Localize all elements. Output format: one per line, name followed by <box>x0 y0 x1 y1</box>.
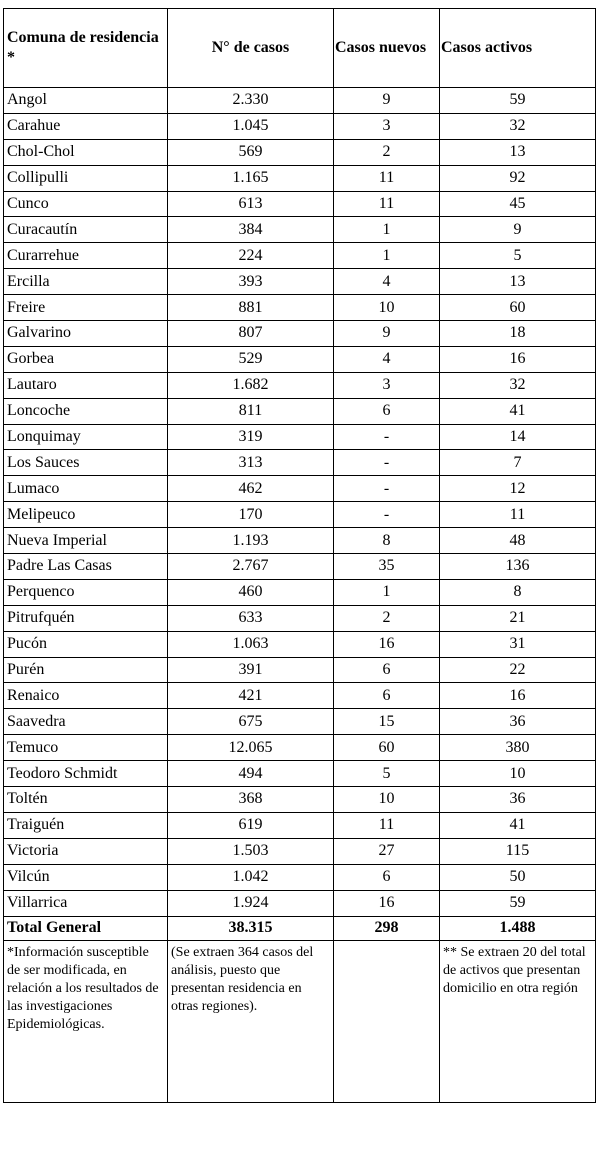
cell-new-cases: 6 <box>334 864 440 890</box>
table-row <box>4 372 596 398</box>
cell-active-cases: 50 <box>440 864 596 890</box>
cell-new-cases: 60 <box>334 735 440 761</box>
cell-commune: Gorbea <box>4 346 168 372</box>
cell-active-cases: 16 <box>440 683 596 709</box>
cell-new-cases: 3 <box>334 372 440 398</box>
note-new-cases <box>334 940 440 1102</box>
cell-new-cases: 35 <box>334 554 440 580</box>
total-new-cases: 298 <box>334 916 440 940</box>
cell-cases: 675 <box>168 709 334 735</box>
cell-active-cases: 32 <box>440 372 596 398</box>
table-row <box>4 657 596 683</box>
cell-new-cases: 5 <box>334 761 440 787</box>
table-row <box>4 113 596 139</box>
table-row <box>4 191 596 217</box>
cell-new-cases: 10 <box>334 787 440 813</box>
total-cases: 38.315 <box>168 916 334 940</box>
cell-active-cases: 7 <box>440 450 596 476</box>
cell-cases: 2.767 <box>168 554 334 580</box>
cell-cases: 384 <box>168 217 334 243</box>
table-row <box>4 761 596 787</box>
cell-commune: Cunco <box>4 191 168 217</box>
table-row <box>4 346 596 372</box>
table-row <box>4 502 596 528</box>
table-row <box>4 476 596 502</box>
cell-commune: Nueva Imperial <box>4 528 168 554</box>
cell-active-cases: 13 <box>440 269 596 295</box>
cell-cases: 12.065 <box>168 735 334 761</box>
cases-table <box>3 8 596 1103</box>
cell-cases: 1.503 <box>168 838 334 864</box>
cell-cases: 319 <box>168 424 334 450</box>
header-commune: Comuna de residencia * <box>4 9 168 88</box>
header-row <box>4 9 596 88</box>
cell-new-cases: 8 <box>334 528 440 554</box>
cell-new-cases: 3 <box>334 113 440 139</box>
cell-commune: Lumaco <box>4 476 168 502</box>
cell-active-cases: 13 <box>440 139 596 165</box>
cell-active-cases: 5 <box>440 243 596 269</box>
total-label: Total General <box>4 916 168 940</box>
table-row <box>4 88 596 114</box>
cell-active-cases: 11 <box>440 502 596 528</box>
total-row <box>4 916 596 940</box>
cell-active-cases: 31 <box>440 631 596 657</box>
cell-new-cases: 27 <box>334 838 440 864</box>
cell-cases: 1.682 <box>168 372 334 398</box>
cell-new-cases: 4 <box>334 346 440 372</box>
table-row <box>4 321 596 347</box>
cell-commune: Renaico <box>4 683 168 709</box>
total-active-cases: 1.488 <box>440 916 596 940</box>
cell-active-cases: 36 <box>440 709 596 735</box>
cell-new-cases: 6 <box>334 657 440 683</box>
table-row <box>4 424 596 450</box>
cell-new-cases: 11 <box>334 165 440 191</box>
cell-cases: 1.924 <box>168 890 334 916</box>
table-row <box>4 631 596 657</box>
cell-active-cases: 115 <box>440 838 596 864</box>
cell-active-cases: 59 <box>440 890 596 916</box>
cell-commune: Freire <box>4 295 168 321</box>
cell-active-cases: 8 <box>440 579 596 605</box>
cell-cases: 313 <box>168 450 334 476</box>
cell-new-cases: 16 <box>334 890 440 916</box>
cell-commune: Galvarino <box>4 321 168 347</box>
cell-new-cases: 10 <box>334 295 440 321</box>
cell-cases: 881 <box>168 295 334 321</box>
table-row <box>4 295 596 321</box>
cell-new-cases: 4 <box>334 269 440 295</box>
table-body <box>4 88 596 917</box>
header-cases: N° de casos <box>168 9 334 88</box>
cell-cases: 391 <box>168 657 334 683</box>
table-row <box>4 579 596 605</box>
table-row <box>4 683 596 709</box>
cell-commune: Vilcún <box>4 864 168 890</box>
note-cases: (Se extraen 364 casos del análisis, puesto que presentan residencia en otras regiones). <box>168 940 334 1102</box>
table-row <box>4 139 596 165</box>
table-row <box>4 735 596 761</box>
cell-new-cases: 6 <box>334 398 440 424</box>
cell-commune: Loncoche <box>4 398 168 424</box>
cell-commune: Teodoro Schmidt <box>4 761 168 787</box>
note-commune: *Información susceptible de ser modificada, en relación a los resultados de las investigaciones Epidemiológicas. <box>4 940 168 1102</box>
cell-cases: 807 <box>168 321 334 347</box>
table-row <box>4 787 596 813</box>
cell-commune: Ercilla <box>4 269 168 295</box>
cell-commune: Lonquimay <box>4 424 168 450</box>
table-row <box>4 269 596 295</box>
cell-commune: Purén <box>4 657 168 683</box>
cell-cases: 811 <box>168 398 334 424</box>
cell-new-cases: - <box>334 476 440 502</box>
cell-active-cases: 48 <box>440 528 596 554</box>
cell-new-cases: 2 <box>334 139 440 165</box>
cell-active-cases: 59 <box>440 88 596 114</box>
cell-active-cases: 41 <box>440 398 596 424</box>
cell-commune: Curacautín <box>4 217 168 243</box>
cell-commune: Toltén <box>4 787 168 813</box>
cell-new-cases: 15 <box>334 709 440 735</box>
cell-new-cases: 9 <box>334 88 440 114</box>
cell-cases: 569 <box>168 139 334 165</box>
table-row <box>4 450 596 476</box>
cell-active-cases: 32 <box>440 113 596 139</box>
table-row <box>4 605 596 631</box>
cell-cases: 460 <box>168 579 334 605</box>
cell-cases: 1.063 <box>168 631 334 657</box>
cell-cases: 1.193 <box>168 528 334 554</box>
cell-commune: Collipulli <box>4 165 168 191</box>
cell-cases: 2.330 <box>168 88 334 114</box>
table-row <box>4 864 596 890</box>
cell-new-cases: 1 <box>334 243 440 269</box>
cell-commune: Temuco <box>4 735 168 761</box>
table-row <box>4 709 596 735</box>
notes-row <box>4 940 596 1102</box>
cell-cases: 462 <box>168 476 334 502</box>
cell-commune: Saavedra <box>4 709 168 735</box>
cell-cases: 1.045 <box>168 113 334 139</box>
cell-active-cases: 10 <box>440 761 596 787</box>
cell-active-cases: 22 <box>440 657 596 683</box>
cell-active-cases: 36 <box>440 787 596 813</box>
cell-commune: Carahue <box>4 113 168 139</box>
table-row <box>4 217 596 243</box>
cell-commune: Traiguén <box>4 812 168 838</box>
cell-new-cases: 11 <box>334 191 440 217</box>
cell-new-cases: 6 <box>334 683 440 709</box>
cell-cases: 633 <box>168 605 334 631</box>
cell-commune: Chol-Chol <box>4 139 168 165</box>
cell-commune: Villarrica <box>4 890 168 916</box>
table-row <box>4 890 596 916</box>
cell-commune: Pitrufquén <box>4 605 168 631</box>
cell-active-cases: 14 <box>440 424 596 450</box>
cell-cases: 1.165 <box>168 165 334 191</box>
cell-new-cases: - <box>334 424 440 450</box>
cell-commune: Angol <box>4 88 168 114</box>
cell-cases: 170 <box>168 502 334 528</box>
cell-commune: Victoria <box>4 838 168 864</box>
cell-new-cases: 2 <box>334 605 440 631</box>
cell-commune: Los Sauces <box>4 450 168 476</box>
cell-cases: 494 <box>168 761 334 787</box>
table-row <box>4 165 596 191</box>
cell-new-cases: 1 <box>334 579 440 605</box>
cell-active-cases: 18 <box>440 321 596 347</box>
table-row <box>4 398 596 424</box>
cell-new-cases: 11 <box>334 812 440 838</box>
table-row <box>4 812 596 838</box>
cell-cases: 619 <box>168 812 334 838</box>
cell-cases: 1.042 <box>168 864 334 890</box>
cell-active-cases: 41 <box>440 812 596 838</box>
cell-commune: Perquenco <box>4 579 168 605</box>
cell-active-cases: 12 <box>440 476 596 502</box>
cell-cases: 421 <box>168 683 334 709</box>
table-row <box>4 528 596 554</box>
table-row <box>4 554 596 580</box>
cell-new-cases: 9 <box>334 321 440 347</box>
note-active-cases: ** Se extraen 20 del total de activos que presentan domicilio en otra región <box>440 940 596 1102</box>
cell-cases: 224 <box>168 243 334 269</box>
cell-commune: Pucón <box>4 631 168 657</box>
cell-active-cases: 9 <box>440 217 596 243</box>
header-active-cases: Casos activos <box>440 9 596 88</box>
cell-new-cases: - <box>334 502 440 528</box>
cell-commune: Lautaro <box>4 372 168 398</box>
cell-commune: Curarrehue <box>4 243 168 269</box>
cell-new-cases: 16 <box>334 631 440 657</box>
cell-cases: 368 <box>168 787 334 813</box>
cell-active-cases: 16 <box>440 346 596 372</box>
cell-active-cases: 136 <box>440 554 596 580</box>
cell-active-cases: 92 <box>440 165 596 191</box>
table-row <box>4 838 596 864</box>
cell-cases: 613 <box>168 191 334 217</box>
cell-cases: 393 <box>168 269 334 295</box>
cell-commune: Padre Las Casas <box>4 554 168 580</box>
table-row <box>4 243 596 269</box>
cell-new-cases: 1 <box>334 217 440 243</box>
cell-active-cases: 45 <box>440 191 596 217</box>
header-new-cases: Casos nuevos <box>334 9 440 88</box>
cell-active-cases: 21 <box>440 605 596 631</box>
cell-new-cases: - <box>334 450 440 476</box>
cell-cases: 529 <box>168 346 334 372</box>
cell-active-cases: 60 <box>440 295 596 321</box>
cell-commune: Melipeuco <box>4 502 168 528</box>
cell-active-cases: 380 <box>440 735 596 761</box>
